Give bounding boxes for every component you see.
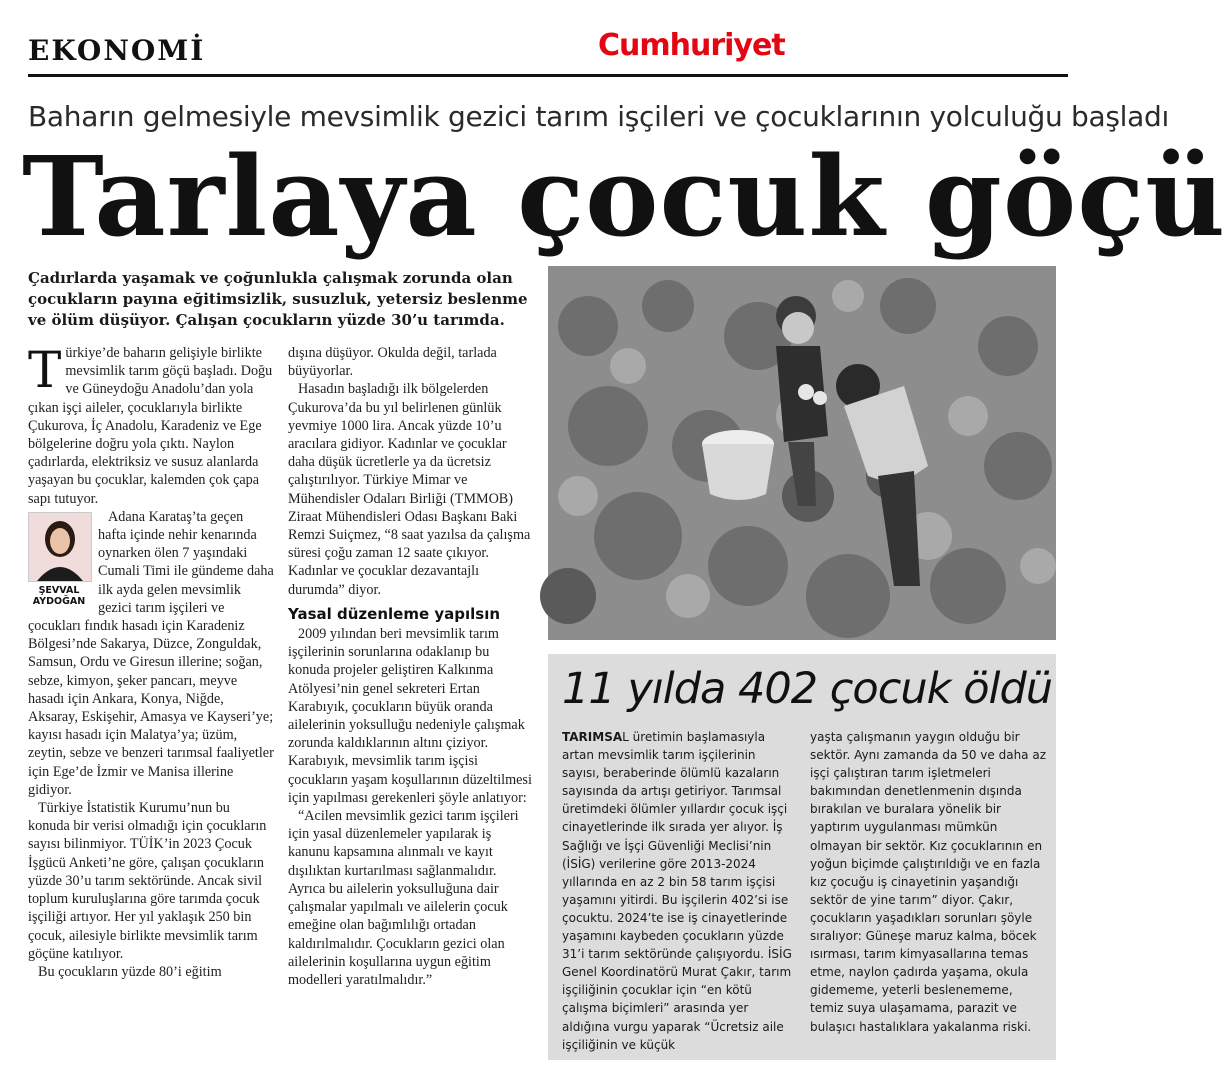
paragraph: Türkiye İstatistik Kurumu’nun bu konuda bir verisi olmadığı için çocukların sayısı bilinmiyor. TÜİK’in 2023 Çocuk İşgücü Anketi’ne göre, çalışan çocukların yüzde 30’u tarım sektöründe. Ancak sivil toplum kuruluşlarına göre tarımda çocuk işçiliği artıyor. Her yıl yaklaşık 250 bin çocuk, ailesiyle birlikte mevsimlik tarım göçüne katılıyor. [28, 800, 267, 962]
header-rule [28, 74, 1068, 77]
paragraph: Adana Karataş’ta geçen hafta içinde nehir kenarında oynarken ölen 7 yaşındaki Cumali Timi ile gündeme daha ilk ayda gelen mevsimlik gezici tarım işçileri ve çocukları fındık hasadı için Karadeniz Bölgesi’nde Sakarya, Düzce, Zonguldak, Samsun, Ordu ve Giresun illerine; soğan, sebze, kimyon, şeker pancarı, meyve hasadı için Ankara, Konya, Niğde, Aksaray, Eskişehir, Amasya ve Kayseri’ye; kayısı hasadı için Malatya’ya; üzüm, zeytin, sebze ve benzeri tarımsal faaliyetler için Ege’de İzmir ve Manisa illerine gidiyor. [28, 508, 274, 798]
article-column-1 [28, 341, 274, 1066]
section-label: EKONOMİ [28, 34, 206, 67]
lead-paragraph: Çadırlarda yaşamak ve çoğunlukla çalışmak zorunda olan çocukların payına eğitimsizlik, susuzluk, yetersiz beslenme ve ölüm düşüyor. Çalışan çocukların yüzde 30’u tarımda. [28, 269, 528, 329]
children-in-field-image [548, 266, 1056, 640]
paragraph: Hasadın başladığı ilk bölgelerden Çukurova’da bu yıl belirlenen günlük yevmiye 1000 lira. Ancak yüzde 10’u aracılara gidiyor. Kadınlar ve çocuklar daha düşük ücretlerle ya da ücretsiz çalıştırılıyor. Türkiye Mimar ve Mühendisler Odaları Birliği (TMMOB) Ziraat Mühendisleri Odası Başkanı Baki Remzi Suiçmez, “8 saat yazılsa da çalışma süresi çoğu zaman 12 saate çıkıyor. Kadınlar ve çocuklar dezavantajlı durumda” diyor. [288, 381, 531, 598]
paragraph: ürkiye’de baharın gelişiyle birlikte mevsimlik tarım göçü başladı. Doğu ve Güneydoğu Anadolu’dan yola çıkan işçi aileler, çocuklarıyla birlikte Çukurova, İç Anadolu, Karadeniz ve Ege bölgelerine doğru yola çıktı. Naylon çadırlarda, elektriksiz ve susuz alanlarda yaşayan bu çocuklar, kalemden çok çapa sapı tutuyor. [28, 345, 273, 507]
paragraph: 2009 yılından beri mevsimlik tarım işçilerinin sorunlarına odaklanıp bu konuda projeler geliştiren Kalkınma Atölyesi’nin genel sekreteri Ertan Karabıyık, çocukların büyük oranda ailelerinin yoksulluğu nedeniyle çalışmak zorunda kaldıklarının altını çiziyor. Karabıyık, mevsimlik tarım işçisi çocukların yaşam koşullarının düzeltilmesi için yapılması gerekenleri şöyle anlatıyor: [288, 626, 532, 806]
newspaper-logo: Cumhuriyet [598, 28, 785, 63]
author-portrait-icon [29, 513, 91, 581]
paragraph: “Acilen mevsimlik gezici tarım işçileri için yasal düzenlemeler yapılarak iş kanunu kapsamına alınmalı ve kayıt dışılıktan kurtarılması sağlanmalıdır. Ayrıca bu ailelerin yoksulluğuna dair çalışmalar yapılmalı ve ailelerin çocuk emeğine olan bağımlılığı ortadan kaldırılmalıdır. Çocukların gezici olan ailelerinin koşullarına uygun eğitim modelleri yaratılmalıdır.” [288, 808, 519, 988]
author-photo [28, 512, 92, 582]
headline: Tarlaya çocuk göçü [22, 132, 1226, 261]
sidebar-column-1: TARIMSAL üretimin başlamasıyla artan mevsimlik tarım işçilerinin sayısı, beraberinde ölümlü kazaların sayısında da artışı getiriyor. Tarımsal üretimdeki ölümler yıllardır çocuk işçi cinayetlerinde ilk sırada yer alıyor. İş Sağlığı ve İşçi Güvenliği Meclisi’nin (İSİG) verilerine göre 2013-2024 yıllarında en az 2 bin 58 tarım işçisi yaşamını yitirdi. Bu işçilerin 402’si ise çocuktu. 2024’te ise iş cinayetlerinde yaşamını kaybeden çocukların yüzde 31’i tarım sektöründe çalışıyordu. İSİG Genel Koordinatörü Murat Çakır, tarım işçiliğinin çocuklar için “en kötü çalışma biçimleri” arasında yer aldığına vurgu yaparak “Ücretsiz aile işçiliğinin ve küçük [562, 730, 792, 1052]
subheading: Yasal düzenleme yapılsın [288, 604, 501, 623]
article-photo [548, 266, 1056, 640]
author-name: ŞEVVAL AYDOĞAN [32, 584, 86, 607]
paragraph: dışına düşüyor. Okulda değil, tarlada büyüyorlar. [288, 345, 497, 380]
paragraph: Bu çocukların yüzde 80’i eğitim [38, 963, 222, 980]
article-column-2 [288, 344, 534, 1066]
sidebar-title: 11 yılda 402 çocuk öldü [562, 664, 1052, 714]
author-block [28, 512, 90, 607]
dropcap: T [28, 341, 62, 399]
sidebar-column-2: yaşta çalışmanın yaygın olduğu bir sektör. Aynı zamanda da 50 ve daha az işçi çalıştıran tarım işletmeleri bakımından denetlenmenin dışında bırakılan ve buralara yönelik bir yaptırım uygulanması mümkün olmayan bir sektör. Kız çocuklarının en yoğun biçimde çalıştırıldığı ve en fazla kız çocuğu iş cinayetinin yaşandığı sektör de yine tarım” diyor. Çakır, çocukların yaşadıkları sorunları şöyle sıralıyor: Güneşe maruz kalma, böcek ısırması, tarım kimyasallarına temas etme, naylon çadırda yaşama, okula gidememe, yeterli beslenememe, temiz suya ulaşamama, parazit ve bulaşıcı hastalıklara yakalanma riski. [810, 730, 1046, 1034]
sidebar-lead-word: TARIMSA [562, 730, 623, 744]
kicker: Baharın gelmesiyle mevsimlik gezici tarım işçileri ve çocuklarının yolculuğu başladı [28, 100, 1169, 133]
